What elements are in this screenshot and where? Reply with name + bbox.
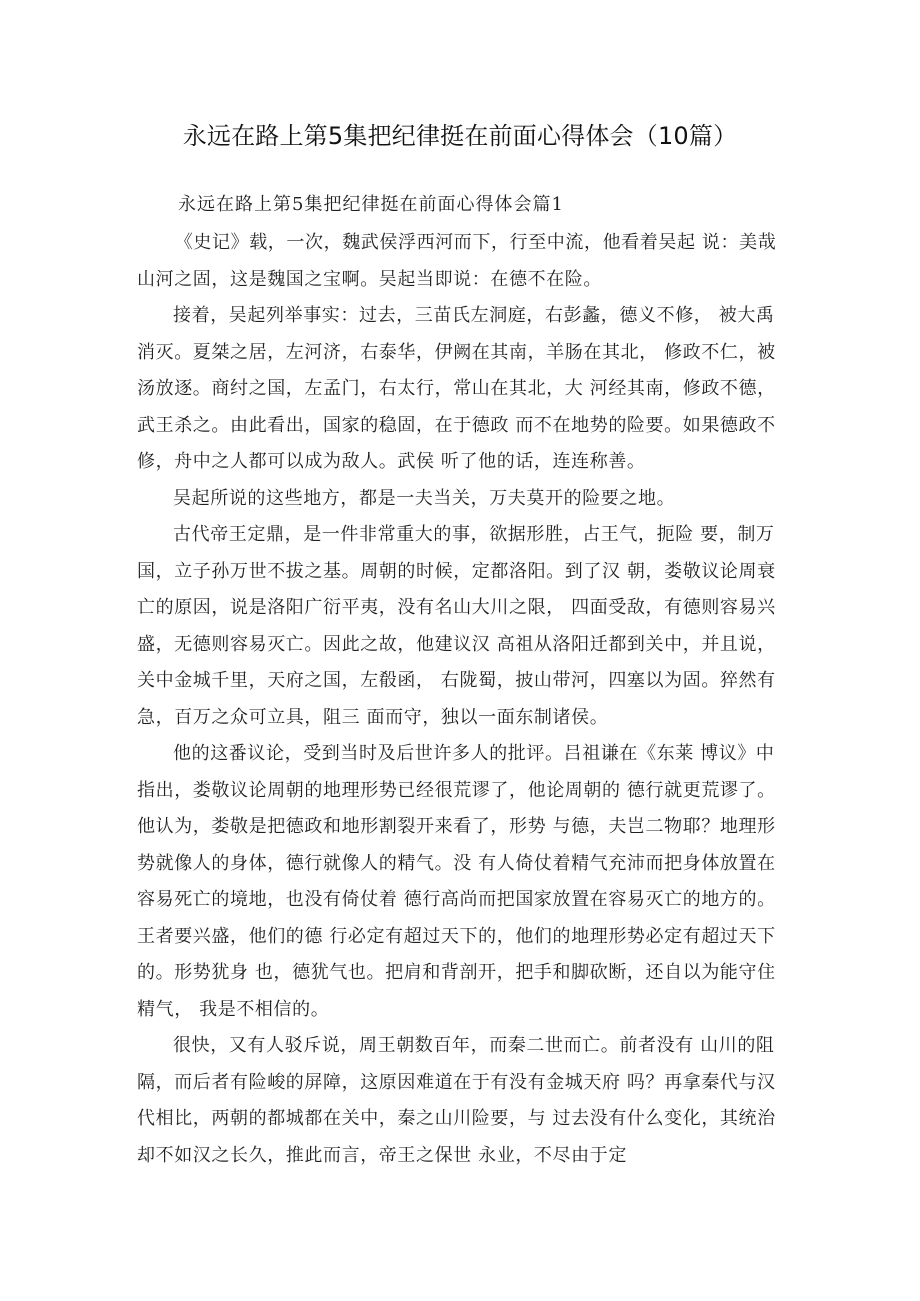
paragraph-3: 吴起所说的这些地方，都是一夫当关，万夫莫开的险要之地。 xyxy=(173,487,676,509)
document-body xyxy=(137,225,792,1174)
paragraph-6: 很快，又有人驳斥说，周王朝数百年，而秦二世而亡。前者没有 山川的阻隔，而后者有险峻的屏障，这原因难道在于有没有金城天府 吗？再拿秦代与汉代相比，两朝的都城都在关中，秦之山川险要，与 过去没有什么变化，其统治却不如汉之长久，推此而言，帝王之保世 永业，不尽由于定 xyxy=(137,1035,776,1166)
document-title: 永远在路上第5集把纪律挺在前面心得体会（10篇） xyxy=(182,122,738,150)
paragraph-1: 《史记》载，一次，魏武侯浮西河而下，行至中流，他看着吴起 说：美哉山河之固，这是魏国之宝啊。吴起当即说：在德不在险。 xyxy=(137,232,777,290)
section-heading: 永远在路上第5集把纪律挺在前面心得体会篇1 xyxy=(178,194,564,215)
paragraph-4: 古代帝王定鼎，是一件非常重大的事，欲据形胜，占王气，扼险 要，制万国，立子孙万世不拔之基。周朝的时候，定都洛阳。到了汉 朝，娄敬议论周衰亡的原因，说是洛阳广衍平夷，没有名山大川之限， 四面受敌，有德则容易兴盛，无德则容易灭亡。因此之故，他建议汉 高祖从洛阳迁都到关中，并且说，关中金城千里，天府之国，左殽函， 右陇蜀，披山带河，四塞以为固。猝然有急，百万之众可立具，阻三 面而守，独以一面东制诸侯。 xyxy=(137,524,776,728)
paragraph-2: 接着，吴起列举事实：过去，三苗氏左洞庭，右彭蠡，德义不修， 被大禹消灭。夏桀之居，左河济，右泰华，伊阙在其南，羊肠在其北， 修政不仁，被汤放逐。商纣之国，左孟门，右太行，常山在其北，大 河经其南，修政不德，武王杀之。由此看出，国家的稳固，在于德政 而不在地势的险要。如果德政不修，舟中之人都可以成为敌人。武侯 听了他的话，连连称善。 xyxy=(137,305,776,472)
paragraph-5: 他的这番议论，受到当时及后世许多人的批评。吕祖谦在《东莱 博议》中指出，娄敬议论周朝的地理形势已经很荒谬了，他论周朝的 德行就更荒谬了。他认为，娄敬是把德政和地形割裂开来看了，形势 与德，夫岂二物耶？地理形势就像人的身体，德行就像人的精气。没 有人倚仗着精气充沛而把身体放置在容易死亡的境地，也没有倚仗着 德行高尚而把国家放置在容易灭亡的地方的。王者要兴盛，他们的德 行必定有超过天下的，他们的地理形势必定有超过天下的。形势犹身 也，德犹气也。把肩和背剖开，把手和脚砍断，还自以为能守住精气， 我是不相信的。 xyxy=(137,743,776,1020)
